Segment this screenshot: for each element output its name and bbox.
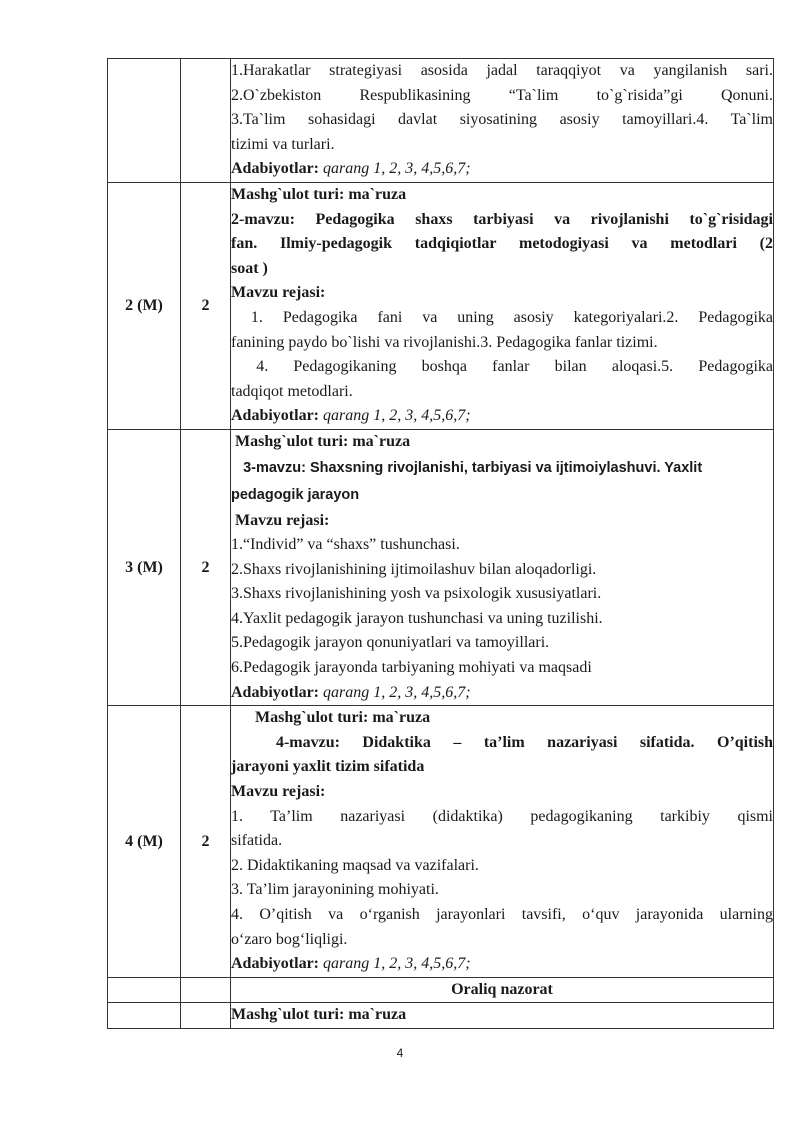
plan-line: tadqiqot metodlari. bbox=[231, 382, 353, 400]
table-row bbox=[108, 977, 774, 1003]
plan-line: 2.Shaxs rivojlanishining ijtimoilashuv bilan aloqadorligi. bbox=[231, 560, 597, 578]
literature-line bbox=[231, 404, 773, 429]
hours-cell bbox=[181, 59, 231, 183]
table-row bbox=[108, 429, 774, 705]
topic-line: jarayoni yaxlit tizim sifatida bbox=[231, 758, 425, 776]
plan-line: 5.Pedagogik jarayon qonuniyatlari va tamoyillari. bbox=[231, 634, 550, 652]
hours-cell: 2 bbox=[181, 429, 231, 705]
plan-line: fanining paydo bo`lishi va rivojlanishi.3. Pedagogika fanlar tizimi. bbox=[231, 333, 658, 351]
literature-text: qarang 1, 2, 3, 4,5,6,7; bbox=[323, 160, 471, 178]
plan-line: 4.Yaxlit pedagogik jarayon tushunchasi va uning tuzilishi. bbox=[231, 609, 603, 627]
plan-label: Mavzu rejasi: bbox=[231, 284, 326, 302]
plan-line: 3.Shaxs rivojlanishining yosh va psixologik xususiyatlari. bbox=[231, 585, 602, 603]
literature-line bbox=[231, 157, 773, 182]
plan-line: sifatida. bbox=[231, 832, 283, 850]
topic-line: 2-mavzu: Pedagogika shaxs tarbiyasi va rivojlanishi to`g`risidagi bbox=[231, 210, 773, 228]
literature-text: qarang 1, 2, 3, 4,5,6,7; bbox=[323, 683, 471, 701]
topic-line: soat ) bbox=[231, 259, 268, 277]
content-cell bbox=[231, 977, 774, 1003]
content-cell bbox=[231, 182, 774, 429]
empty-cell bbox=[108, 1003, 181, 1029]
plan-line: 4. Pedagogikaning boshqa fanlar bilan aloqasi.5. Pedagogika bbox=[231, 358, 773, 376]
empty-cell bbox=[181, 977, 231, 1003]
lesson-type-label: Mashg`ulot turi: ma`ruza bbox=[231, 185, 407, 203]
plan-line: 1. Ta’lim nazariyasi (didaktika) pedagogikaning tarkibiy qismi bbox=[231, 807, 773, 825]
plan-line: 4. O’qitish va o‘rganish jarayonlari tavsifi, o‘quv jarayonida ularning bbox=[231, 906, 773, 923]
plan-line: 3.Ta`lim sohasidagi davlat siyosatining asosiy tamoyillari.4. Ta`lim bbox=[231, 111, 773, 129]
row-number-cell bbox=[108, 59, 181, 183]
topic-line: 4-mavzu: Didaktika – ta’lim nazariyasi sifatida. O’qitish bbox=[231, 733, 774, 751]
row-number-cell: 2 (M) bbox=[108, 182, 181, 429]
literature-line bbox=[231, 952, 773, 977]
literature-text: qarang 1, 2, 3, 4,5,6,7; bbox=[323, 955, 471, 973]
literature-label: Adabiyotlar: bbox=[231, 955, 319, 973]
lecture-plan-table bbox=[107, 58, 774, 1029]
literature-text: qarang 1, 2, 3, 4,5,6,7; bbox=[323, 407, 471, 425]
row-number-cell: 3 (M) bbox=[108, 429, 181, 705]
plan-line: o‘zaro bog‘liqligi. bbox=[231, 930, 348, 948]
plan-line: tizimi va turlari. bbox=[231, 135, 335, 153]
table-row bbox=[108, 1003, 774, 1029]
plan-label: Mavzu rejasi: bbox=[231, 511, 330, 529]
empty-cell bbox=[181, 1003, 231, 1029]
table-row bbox=[108, 59, 774, 183]
plan-line: 1. Pedagogika fani va uning asosiy kategoriyalari.2. Pedagogika bbox=[231, 308, 773, 326]
row-number-cell: 4 (M) bbox=[108, 706, 181, 978]
plan-line: 1.Harakatlar strategiyasi asosida jadal taraqqiyot va yangilanish sari. bbox=[231, 62, 773, 79]
hours-cell: 2 bbox=[181, 706, 231, 978]
topic-line: 3-mavzu: Shaxsning rivojlanishi, tarbiyasi va ijtimoiylashuvi. Yaxlit bbox=[231, 459, 703, 476]
page-number: 4 bbox=[396, 1046, 404, 1060]
topic-line: pedagogik jarayon bbox=[231, 486, 360, 503]
lesson-type-label: Mashg`ulot turi: ma`ruza bbox=[231, 709, 431, 727]
content-cell bbox=[231, 429, 774, 705]
plan-line: 6.Pedagogik jarayonda tarbiyaning mohiyati va maqsadi bbox=[231, 659, 592, 677]
topic-line: fan. Ilmiy-pedagogik tadqiqiotlar metodogiyasi va metodlari (2 bbox=[231, 235, 773, 253]
content-cell bbox=[231, 1003, 774, 1029]
plan-line: 1.“Individ” va “shaxs” tushunchasi. bbox=[231, 536, 460, 554]
content-cell bbox=[231, 706, 774, 978]
hours-cell: 2 bbox=[181, 182, 231, 429]
plan-line: 2.O`zbekiston Respublikasining “Ta`lim to`g`risida”gi Qonuni. bbox=[231, 86, 773, 104]
table-row bbox=[108, 182, 774, 429]
literature-label: Adabiyotlar: bbox=[231, 160, 319, 178]
plan-line: 2. Didaktikaning maqsad va vazifalari. bbox=[231, 856, 479, 874]
empty-cell bbox=[108, 977, 181, 1003]
lesson-type-label: Mashg`ulot turi: ma`ruza bbox=[231, 432, 411, 450]
content-cell bbox=[231, 59, 774, 183]
plan-label: Mavzu rejasi: bbox=[231, 783, 326, 801]
lesson-type-label: Mashg`ulot turi: ma`ruza bbox=[231, 1006, 407, 1024]
literature-line bbox=[231, 681, 773, 706]
midterm-label: Oraliq nazorat bbox=[451, 980, 553, 998]
plan-line: 3. Ta’lim jarayonining mohiyati. bbox=[231, 881, 439, 899]
literature-label: Adabiyotlar: bbox=[231, 683, 319, 701]
table-row bbox=[108, 706, 774, 978]
literature-label: Adabiyotlar: bbox=[231, 407, 319, 425]
